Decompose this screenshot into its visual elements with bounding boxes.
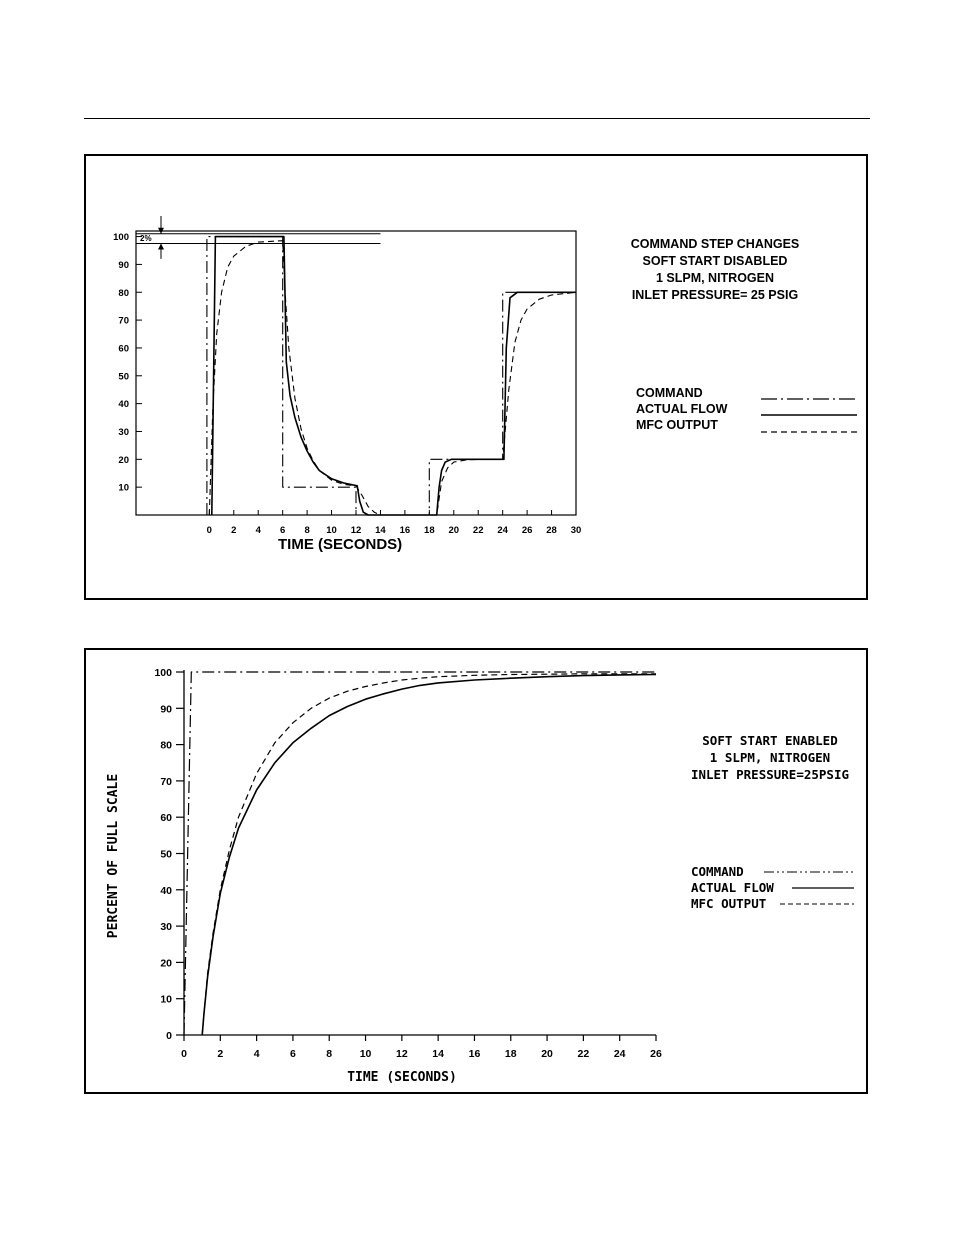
legend: [691, 864, 854, 911]
legend-label-command: COMMAND: [691, 864, 744, 879]
y-tick-label: 60: [118, 343, 129, 355]
x-tick-label: 6: [290, 1048, 296, 1060]
x-axis-title: TIME (SECONDS): [347, 1070, 457, 1085]
x-tick-label: 0: [206, 525, 212, 536]
series-line-actual-flow: [212, 237, 576, 515]
legend-label-mfc-output: MFC OUTPUT: [636, 418, 718, 432]
x-tick-label: 6: [280, 525, 286, 536]
series-line-actual-flow: [202, 675, 656, 1036]
legend-label-actual-flow: ACTUAL FLOW: [636, 402, 728, 416]
series-line-mfc-output: [209, 241, 576, 515]
y-tick-label: 30: [160, 921, 172, 934]
series-line-command: [184, 672, 656, 1035]
x-tick-label: 22: [472, 525, 484, 536]
x-tick-label: 2: [231, 525, 237, 536]
x-tick-label: 20: [448, 525, 460, 536]
y-axis-title: PERCENT OF FULL SCALE: [106, 773, 121, 939]
series-line-mfc-output: [202, 674, 656, 1035]
x-tick-label: 10: [359, 1048, 372, 1060]
y-tick-label: 50: [160, 848, 172, 861]
x-tick-label: 26: [521, 525, 533, 536]
y-tick-label: 0: [166, 1030, 172, 1042]
x-tick-label: 22: [577, 1048, 590, 1060]
legend: [636, 386, 857, 432]
chart-soft-start-enabled: [86, 650, 866, 1092]
x-tick-label: 16: [399, 525, 411, 536]
legend-label-mfc-output: MFC OUTPUT: [691, 896, 767, 911]
y-tick-label: 30: [118, 426, 129, 438]
x-tick-label: 0: [181, 1048, 187, 1060]
annotation-line: SOFT START DISABLED: [642, 254, 788, 268]
legend-label-actual-flow: ACTUAL FLOW: [691, 880, 774, 895]
chart-soft-start-disabled: [86, 156, 866, 598]
x-axis-title: TIME (SECONDS): [278, 536, 403, 553]
y-tick-label: 90: [160, 703, 172, 716]
x-tick-label: 24: [613, 1048, 626, 1060]
annotation-line: 1 SLPM, NITROGEN: [709, 750, 831, 765]
y-tick-label: 40: [118, 399, 129, 411]
x-tick-label: 26: [650, 1048, 662, 1060]
y-tick-label: 60: [160, 812, 172, 825]
y-tick-label: 50: [118, 371, 129, 383]
band-label: 2%: [140, 234, 152, 243]
y-tick-label: 40: [160, 884, 172, 897]
x-tick-label: 2: [217, 1048, 224, 1060]
x-tick-label: 14: [432, 1048, 444, 1060]
x-tick-label: 18: [424, 525, 435, 536]
x-tick-label: 24: [497, 525, 508, 536]
x-tick-label: 30: [570, 525, 582, 536]
annotation-line: INLET PRESSURE= 25 PSIG: [631, 288, 799, 302]
plot-frame: [136, 231, 576, 515]
x-tick-label: 10: [326, 525, 337, 536]
y-tick-label: 100: [154, 667, 172, 679]
page-header-rule: [84, 118, 870, 119]
tolerance-arrow-head-bottom: [158, 244, 164, 250]
annotation-line: SOFT START ENABLED: [702, 733, 838, 748]
y-tick-label: 90: [118, 259, 129, 271]
x-tick-label: 16: [468, 1048, 481, 1060]
x-tick-label: 4: [253, 1048, 260, 1060]
x-tick-label: 12: [396, 1048, 408, 1060]
x-tick-label: 8: [304, 525, 310, 536]
y-tick-label: 20: [160, 957, 172, 970]
chart-panel-soft-start-enabled: [84, 648, 868, 1094]
chart-annotation: [691, 733, 849, 782]
y-tick-label: 10: [118, 482, 129, 494]
y-tick-label: 80: [118, 287, 129, 299]
annotation-line: INLET PRESSURE=25PSIG: [690, 767, 850, 782]
y-tick-label: 100: [113, 232, 129, 244]
chart-panel-soft-start-disabled: [84, 154, 868, 600]
y-tick-label: 10: [160, 993, 172, 1006]
x-tick-label: 18: [504, 1048, 517, 1060]
legend-label-command: COMMAND: [636, 386, 703, 400]
x-tick-label: 20: [541, 1048, 553, 1060]
y-tick-label: 70: [160, 775, 172, 788]
x-tick-label: 28: [546, 525, 557, 536]
y-tick-label: 70: [118, 315, 129, 327]
annotation-line: COMMAND STEP CHANGES: [630, 237, 800, 251]
annotation-line: 1 SLPM, NITROGEN: [655, 271, 775, 285]
x-tick-label: 4: [255, 525, 261, 536]
x-tick-label: 14: [375, 525, 386, 536]
y-tick-label: 20: [118, 454, 129, 466]
x-tick-label: 12: [350, 525, 362, 536]
series-line-command: [207, 237, 576, 515]
x-tick-label: 8: [326, 1048, 333, 1060]
y-tick-label: 80: [160, 739, 172, 752]
chart-annotation: [631, 237, 800, 302]
